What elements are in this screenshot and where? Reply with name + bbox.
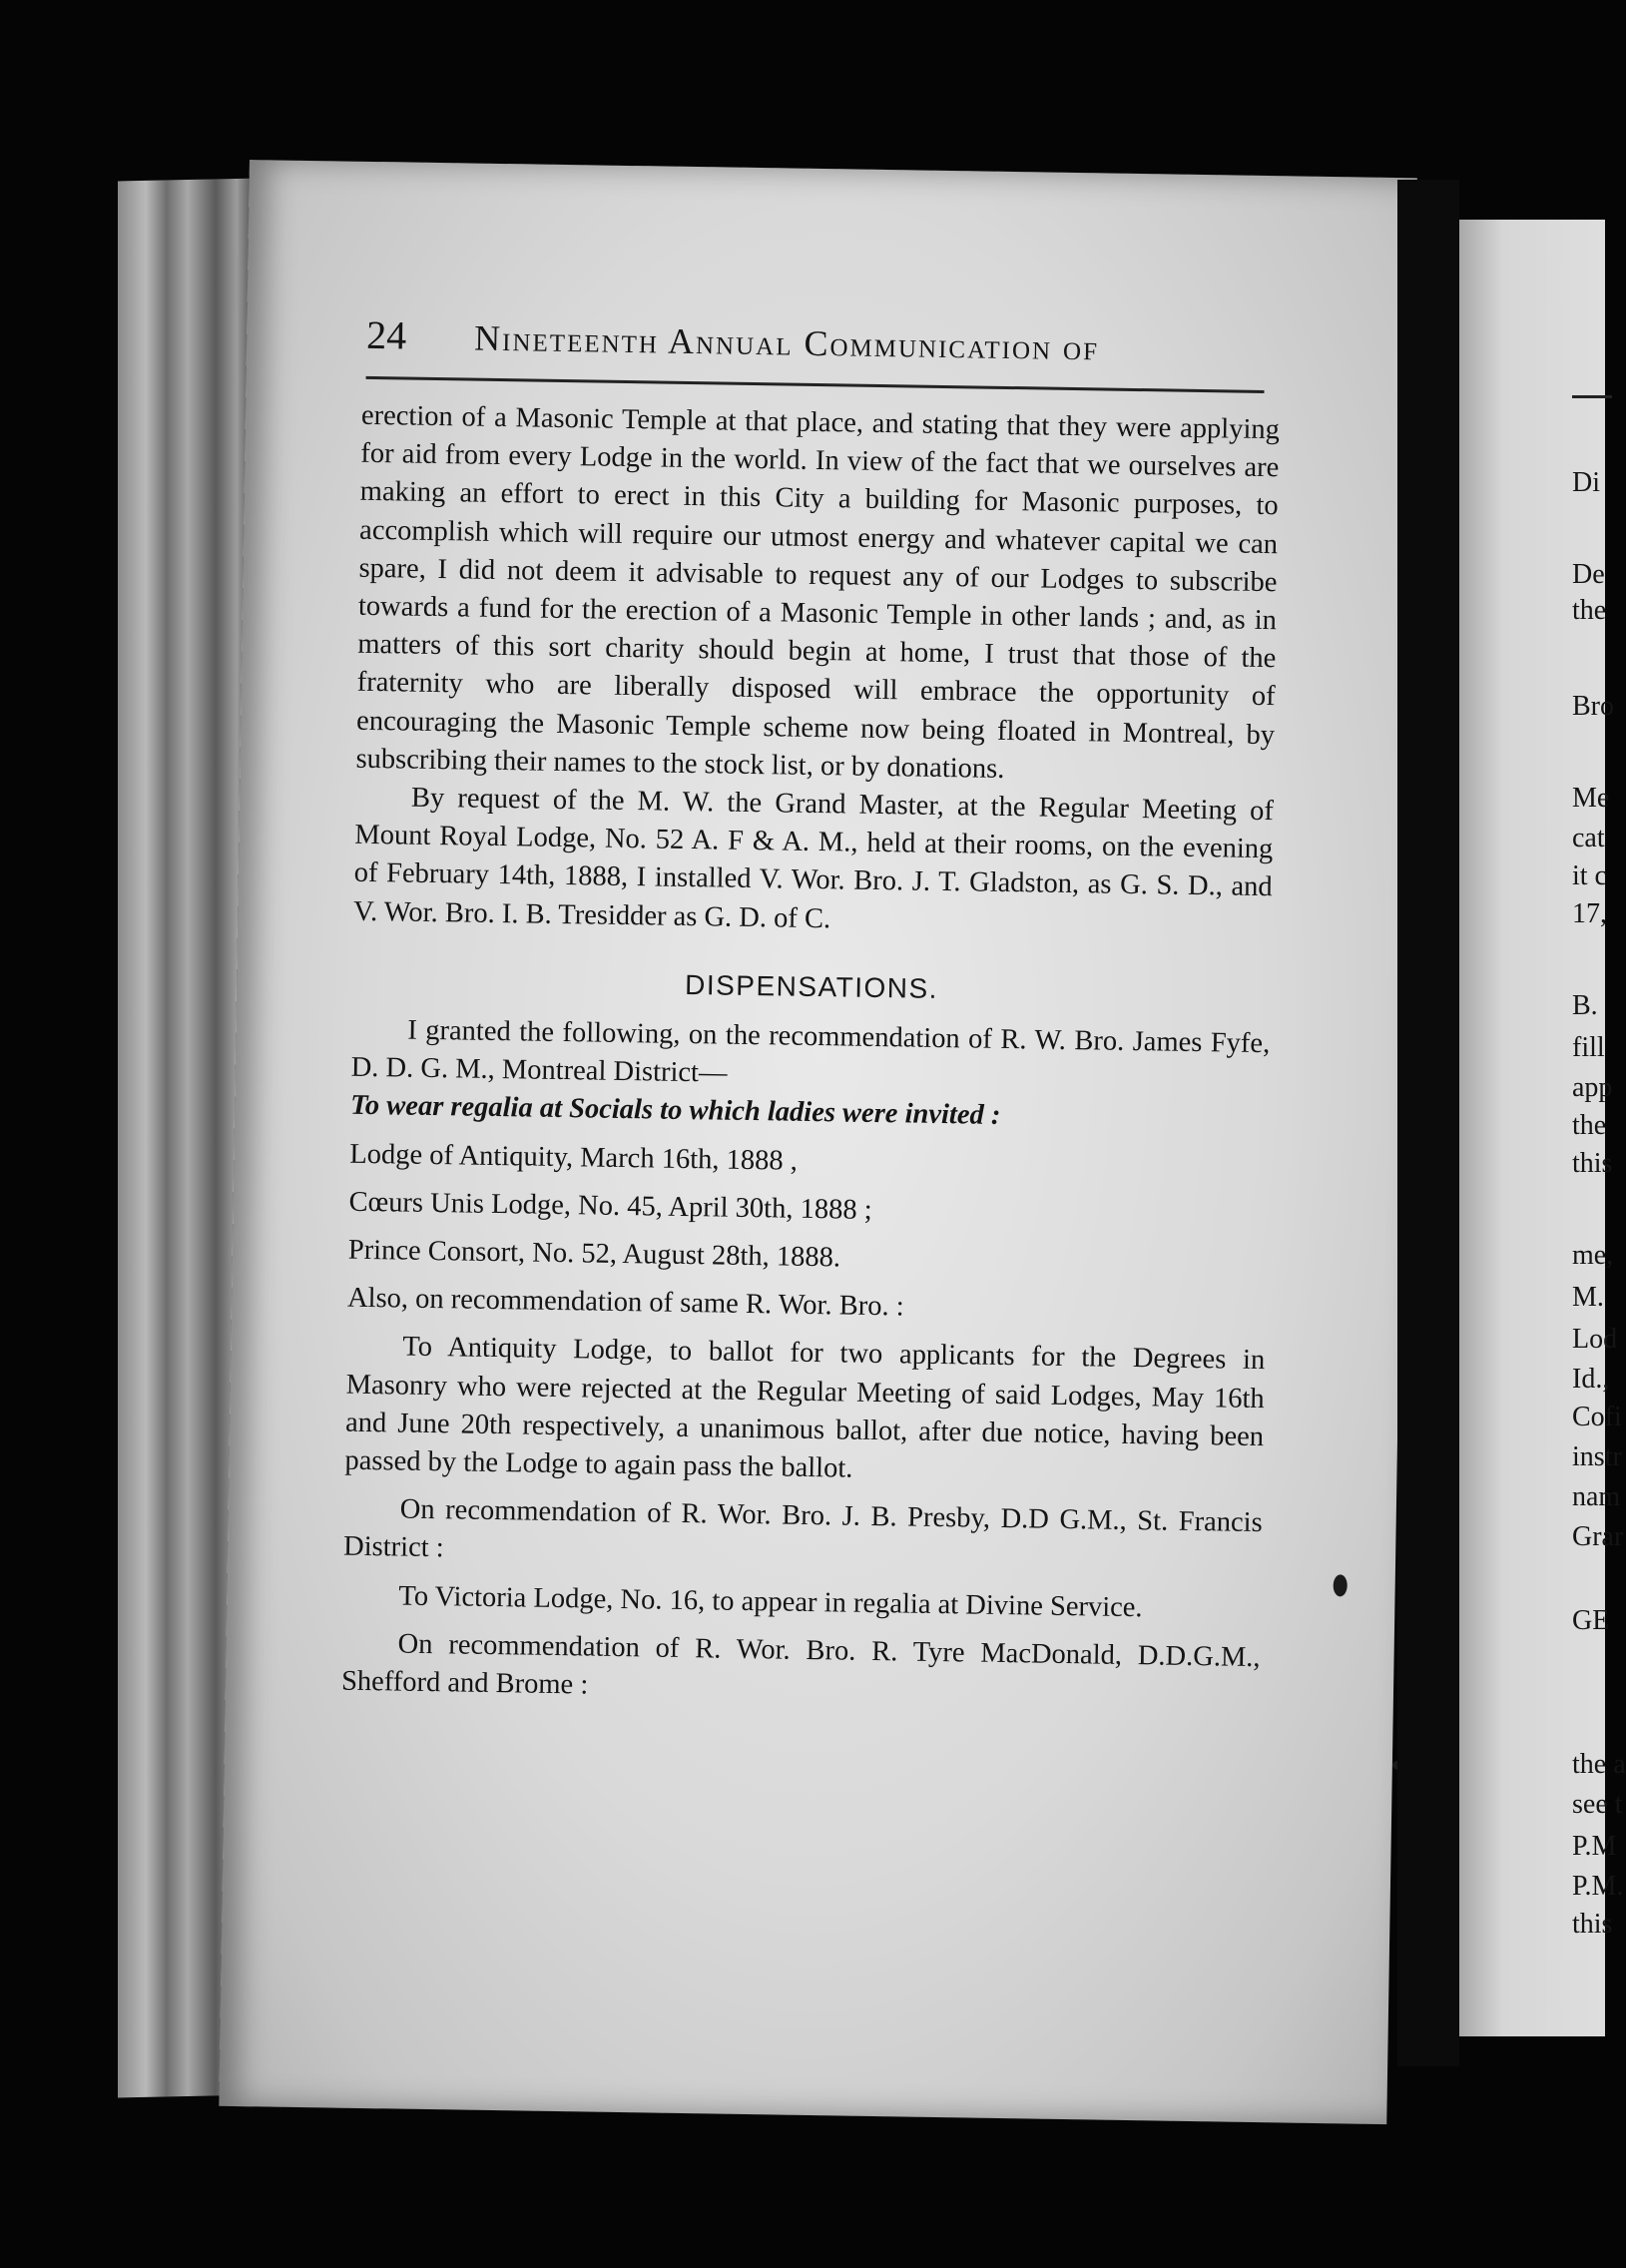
paragraph-installation: By request of the M. W. the Grand Master, at the Regular Meeting of Mount Royal Lodge, No. 52 A. F & A. M., held at their rooms, on the evening of February 14th, 1888, I installed V. Wor. Bro. J. T. Gladston, as G. S. D., and V. Wor. Bro. I. B. Tresidder as G. D. of C. (352, 782, 1275, 934)
right-fragment: Id., (1572, 1364, 1610, 1395)
right-fragment: P.M (1572, 1831, 1617, 1862)
right-fragment: Cofi (1572, 1402, 1622, 1432)
paragraph-antiquity: To Antiquity Lodge, to ballot for two applicants for the Degrees in Masonry who were rejected at the Regular Meeting of said Lodges, May 16th and June 20th respectively, a unanimous ballot, after due notice, having been passed by the Lodge to again pass the ballot. (344, 1332, 1266, 1484)
ink-speck (1334, 1574, 1348, 1596)
dispensations-intro: I granted the following, on the recommendation of R. W. Bro. James Fyfe, D. D. G. M., Montreal District— (350, 1014, 1271, 1089)
page-header (366, 311, 1365, 387)
right-fragment: app (1572, 1072, 1613, 1103)
right-fragment: the a (1572, 1749, 1626, 1780)
list-item: Lodge of Antiquity, March 16th, 1888 , (349, 1138, 799, 1177)
right-fragment: this (1572, 1148, 1613, 1179)
paragraph-temple: erection of a Masonic Temple at that place, and stating that they were applying for aid from every Lodge in the world. In view of the fact that we ourselves are making an effort to erect in this City a building for Masonic purposes, to accomplish which will require our utmost energy and whatever capital we can spare, I did not deem it advisable to request any of our Lodges to subscribe towards a fund for the erection of a Masonic Temple in other lands ; and, as in matters of this sort charity should begin at home, I trust that those of the fraternity who are liberally disposed will embrace the opportunity of encouraging the Masonic Temple scheme now being floated in Montreal, by subscribing their names to the stock list, or by donations. (355, 399, 1281, 785)
left-page (219, 160, 1416, 2124)
right-fragment: Di (1572, 467, 1600, 498)
right-fragment: Grar (1572, 1521, 1624, 1552)
page-number: 24 (365, 311, 407, 358)
right-fragment: this (1572, 1909, 1613, 1940)
book-gutter (1397, 180, 1459, 2066)
right-fragment: see t (1572, 1789, 1623, 1820)
right-fragment: cat (1572, 823, 1605, 853)
right-fragment: 17, (1572, 898, 1607, 929)
right-fragment: it c (1572, 860, 1607, 891)
section-title: DISPENSATIONS. (684, 968, 939, 1004)
right-fragment: Lod (1572, 1324, 1618, 1355)
also-line: Also, on recommendation of same R. Wor. Bro. : (346, 1282, 904, 1323)
right-page-rule (1572, 395, 1612, 398)
right-fragment: M. (1572, 1282, 1604, 1313)
list-item: Cœurs Unis Lodge, No. 45, April 30th, 1888 ; (348, 1186, 872, 1226)
right-fragment: De (1572, 559, 1605, 590)
paragraph-macdonald: On recommendation of R. Wor. Bro. R. Tyre MacDonald, D.D.G.M., Shefford and Brome : (340, 1628, 1261, 1701)
paragraph-victoria: To Victoria Lodge, No. 16, to appear in regalia at Divine Service. (398, 1580, 1143, 1623)
body-text (341, 397, 1280, 1716)
right-fragment: P.M. (1572, 1871, 1624, 1902)
paragraph-presby: On recommendation of R. Wor. Bro. J. B. Presby, D.D G.M., St. Francis District : (342, 1493, 1263, 1564)
list-item: Prince Consort, No. 52, August 28th, 1888. (347, 1234, 841, 1274)
right-fragment: me, (1572, 1240, 1614, 1271)
right-fragment: GE (1572, 1605, 1610, 1636)
right-fragment: fill (1572, 1032, 1605, 1063)
right-fragment: instr (1572, 1441, 1622, 1472)
right-fragment: the (1572, 595, 1607, 626)
right-fragment: Bro (1572, 691, 1614, 722)
right-fragment: B. (1572, 990, 1598, 1021)
regalia-heading: To wear regalia at Socials to which ladies were invited : (349, 1090, 1001, 1132)
right-fragment: Me (1572, 783, 1610, 814)
right-fragment: the (1572, 1110, 1607, 1141)
right-fragment: nam (1572, 1481, 1621, 1512)
running-head: Nineteenth Annual Communication of (473, 317, 1100, 368)
